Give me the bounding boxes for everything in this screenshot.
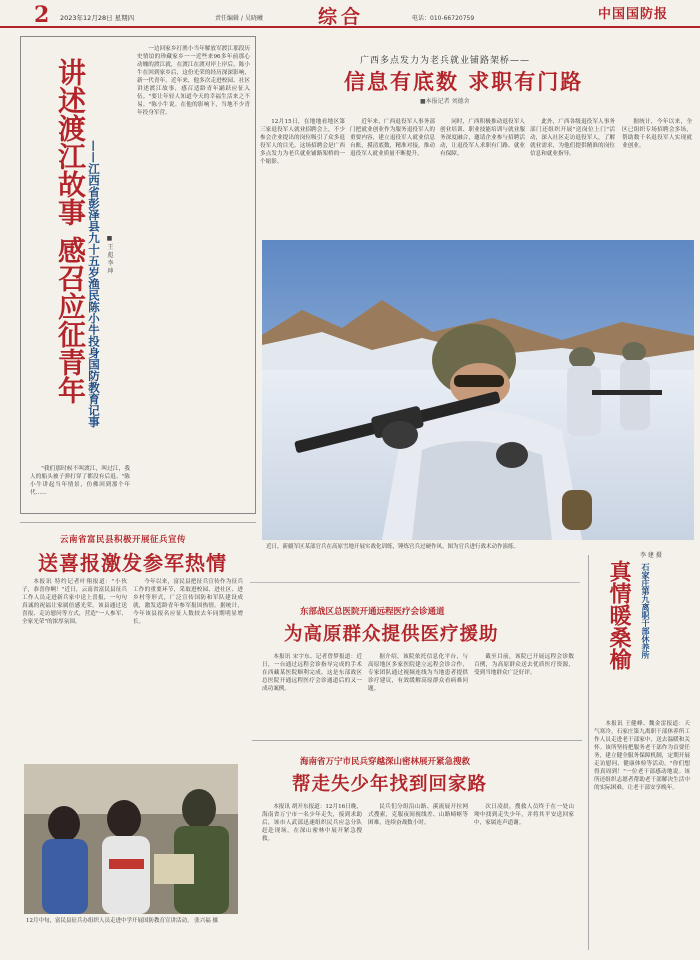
- left-story-byline: ■ 王 彪 李 坤: [106, 235, 113, 274]
- paragraph: 本报讯 王健峰、魏金雷报道：天气寒冷，石家庄第九离职干部休养所工作人员走进老干部家中，送去温暖和关怀。该所坚持把服务老干部作为首要任务，建立健全服务保障机制，定期开展走访慰问、健康体检等活动。"你们想得真周到！"一位老干部感动地说。该所还组织志愿者帮助老干部解决生活中的实际困难，让老干部安享晚年。: [594, 721, 690, 791]
- hainan-story-col-2: [368, 803, 468, 948]
- hainan-story-kicker: 海南省万宁市民兵穿越深山密林展开紧急搜救: [300, 757, 471, 767]
- classroom-photo-illustration: [24, 764, 238, 914]
- paragraph: 次日凌晨，搜救人员终于在一处山坳中找到走失少年，并将其平安送回家中，家属连声道谢。: [474, 804, 574, 826]
- section-title: 综合: [318, 6, 365, 28]
- classroom-photo: [24, 764, 238, 914]
- plateau-story-col-1: [262, 653, 362, 738]
- left-story-subtitle: ——江西省彭泽县九十五岁渔民陈小牛投身国防教育记事: [87, 140, 101, 428]
- guangxi-story-col-2: [350, 118, 435, 250]
- right-story-subtitle: 石家庄第九离职干部休养所: [641, 563, 651, 659]
- yunnan-story-kicker: 云南省富民县积极开展征兵宣传: [60, 535, 187, 545]
- divider: [20, 522, 256, 523]
- editor-credit: 责任编辑 / 吴晓曦: [215, 15, 263, 22]
- paragraph: 一边回家乡打渔小当年解放军渡江那段历史情谊的珍藏家乡一一近些来96多年前那心动魄的渡江就，在渡江在渡对岸上岸后，陈小牛在回到家乡后，这份光荣的经历深深影响，新一代青年。近年来，他多次走进校园、社区讲述渡江故事，感召适龄青年踊跃应征入伍。"要让年轻人知道今天的幸福生活来之不易。"陈小牛说。在他的影响下，当地不少青年投身军营。: [137, 46, 250, 116]
- page-number: 2: [34, 2, 50, 28]
- soldiers-training-photo: [262, 240, 694, 540]
- hainan-story-col-1: [262, 803, 362, 948]
- paragraph: 本报讯 特约记者叶翔报道："小伙子，恭喜你啊！"近日，云南省富民县征兵工作人员走进新兵家中送上喜报，一句句真诚的祝福让家属倍感光荣。该县通过送喜报、走访慰问等方式，营造"一人参军、全家光荣"的浓厚氛围。: [22, 579, 127, 625]
- right-story-headline: 真情暖桑榆: [606, 560, 632, 670]
- guangxi-story-col-4: [530, 118, 615, 250]
- paragraph: 本报讯 宋宇东、记者曾梦报道：近日，一台通过远程会诊指导完成的手术在西藏某医院顺利完成。这是东部战区总医院开通远程医疗会诊通道后的又一成功案例。: [262, 654, 362, 692]
- right-story-body: [594, 720, 690, 952]
- hainan-story-headline: 帮走失少年找到回家路: [292, 774, 488, 795]
- paragraph: 同时，广西积极推动退役军人创业培训、职业技能培训与就业服务深度融合，邀请企业参与招聘活动，让退役军人求职有门路、就业有保障。: [440, 119, 525, 157]
- paragraph: 此外，广西各级退役军人事务部门还组织开展"送岗位上门"活动，深入社区走访退役军人，了解就业需求，为他们提供精准的岗位信息和就业指导。: [530, 119, 615, 157]
- left-story-body: [137, 45, 250, 507]
- paragraph: 12月15日，在地地看地区第三家退役军人就业招聘会上，不少参会企业提出的岗位吸引了众多退役军人的目光。这场招聘会是广西多点发力为老兵就业铺路架桥的一个缩影。: [260, 119, 345, 165]
- soldiers-photo-illustration: [262, 240, 694, 540]
- paragraph: 近年来，广西退役军人事务部门把就业创业作为服务退役军人的重要内容，建立退役军人就业信息台账，摸清底数，精准对接，推动退役军人就业质量不断提升。: [350, 119, 435, 157]
- guangxi-story-kicker: 广西多点发力为老兵就业铺路架桥——: [360, 56, 531, 66]
- newspaper-masthead-logo: 中国国防报: [598, 7, 669, 22]
- yunnan-story-col-1: [22, 578, 127, 758]
- left-story-body-bottom: [30, 465, 130, 510]
- guangxi-story-col-3: [440, 118, 525, 250]
- paragraph: 截至目前，该院已开展远程会诊数百例，为高原群众送去优质医疗资源，受到当地群众广泛好评。: [474, 654, 574, 676]
- paragraph: 本报讯 胡开东报道：12月16日晚，海南省万宁市一名少年走失，接到求助后，该市人武部迅速组织民兵应急分队赶赴现场，在深山密林中展开紧急搜救。: [262, 804, 362, 842]
- guangxi-story-col-5: [622, 118, 692, 250]
- guangxi-story-byline: ■本报记者 刘德舍: [420, 98, 470, 105]
- yunnan-story-col-2: [133, 578, 243, 758]
- guangxi-story-headline: 信息有底数 求职有门路: [344, 69, 584, 94]
- plateau-story-col-2: [368, 653, 468, 738]
- plateau-story-headline: 为高原群众提供医疗援助: [284, 624, 499, 645]
- guangxi-story-col-1: [260, 118, 345, 250]
- left-story-headline: 讲述渡江故事 感召应征青年: [54, 58, 87, 404]
- photo-credit: 李 建 摄: [640, 552, 662, 559]
- classroom-photo-caption: 12月中旬，富民县征兵办组织人员走进中学开展国防教育宣讲活动。 张兴福 摄: [26, 918, 218, 924]
- hainan-story-col-3: [474, 803, 574, 948]
- paragraph: 今年以来，富民县把征兵宣传作为征兵工作的重要环节，采取进校园、进社区、进乡村等形式，广泛宣传国防和军队建设成就，激发适龄青年参军报国热情。据统计，今年该县报名应征人数较去年同期明显增长。: [133, 579, 243, 625]
- divider: [252, 740, 582, 741]
- contact-phone: 电话：010-66720759: [412, 15, 475, 22]
- paragraph: "我们那时候不叫渡江，叫过江，我人的船头被子弹打穿了都没有后退。"陈小牛讲起当年情景，仿佛回到那个年代……: [30, 466, 130, 496]
- plateau-story-kicker: 东部战区总医院开通远程医疗会诊通道: [300, 607, 445, 617]
- yunnan-story-headline: 送喜报激发参军热情: [38, 551, 227, 575]
- paragraph: 据统计，今年以来，全区已组织专场招聘会多场，帮助数千名退役军人实现就业创业。: [622, 119, 692, 149]
- paragraph: 民兵们分组沿山路、溪流展开拉网式搜索，克服夜间视线差、山路崎岖等困难，连续奋战数小时。: [368, 804, 468, 826]
- paragraph: 据介绍，该院依托信息化平台，与高原地区多家医院建立远程会诊合作，专家团队通过视频连线为当地患者提供诊疗建议，有效缓解高原群众看病难问题。: [368, 654, 468, 692]
- issue-date: 2023年12月28日 星期四: [60, 14, 135, 22]
- photo-caption: 近日，新疆军区某部官兵在高原雪地开展实战化训练，锤炼官兵过硬作风。图为官兵进行战术动作演练。: [266, 544, 520, 550]
- divider: [588, 555, 589, 950]
- plateau-story-col-3: [474, 653, 574, 738]
